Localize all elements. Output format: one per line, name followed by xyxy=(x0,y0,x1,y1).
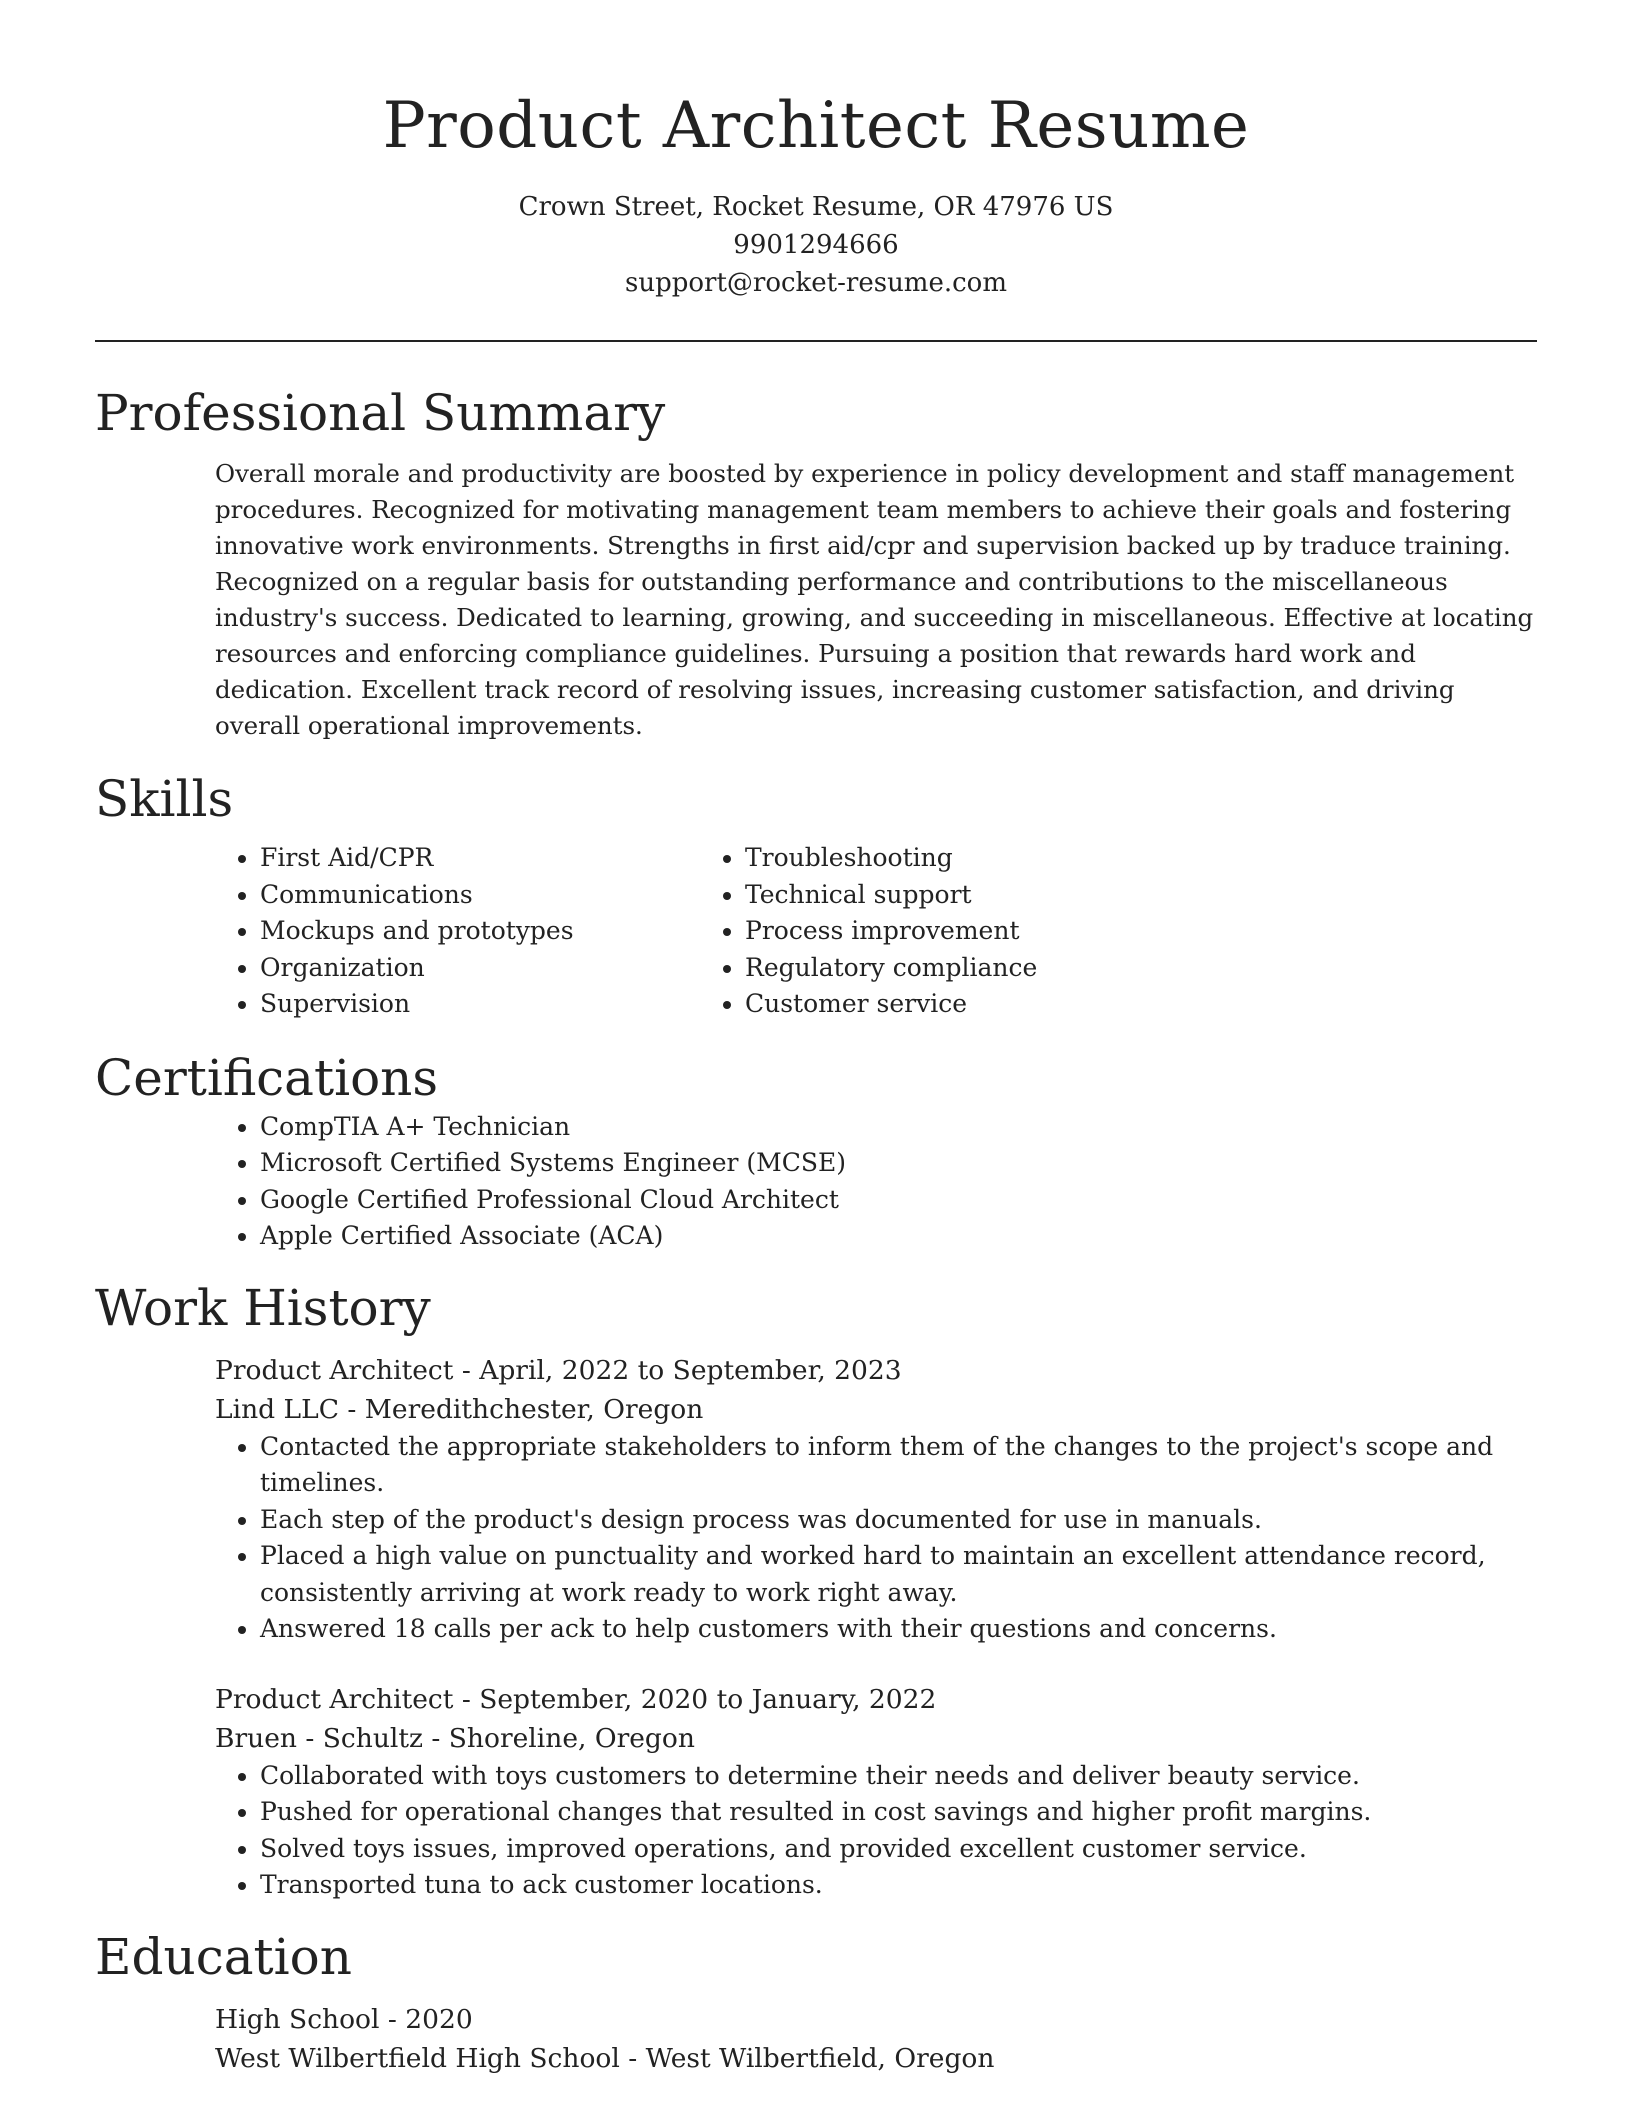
education-heading: Education xyxy=(95,1927,352,1986)
resume-title: Product Architect Resume xyxy=(382,89,1250,163)
job-bullet: • Solved toys issues, improved operations, and provided excellent customer service. xyxy=(260,1831,1590,1868)
contact-info xyxy=(95,188,1537,302)
job-company-line: Bruen - Schultz - Shoreline, Oregon xyxy=(215,1722,695,1754)
resume-header xyxy=(95,0,1537,302)
job-title-line: Product Architect - September, 2020 to January, 2022 xyxy=(215,1683,937,1715)
job-bullets xyxy=(95,1429,1590,1648)
job-bullet: • Contacted the appropriate stakeholders to inform them of the changes to the project's scope and timelines. xyxy=(260,1429,1590,1502)
skills-heading: Skills xyxy=(95,770,234,828)
certification-item: • Microsoft Certified Systems Engineer (MCSE) xyxy=(260,1145,1537,1182)
job-bullets xyxy=(95,1758,1590,1904)
skills-list xyxy=(95,840,1537,1023)
certification-item: • Apple Certified Associate (ACA) xyxy=(260,1218,1537,1255)
skill-item: • Mockups and prototypes xyxy=(260,913,745,950)
skills-column-right xyxy=(745,840,1037,1023)
skill-item: • Process improvement xyxy=(745,913,1037,950)
education-entry xyxy=(215,2000,1537,2078)
skill-item: • Organization xyxy=(260,950,745,987)
summary-heading: Professional Summary xyxy=(95,384,666,442)
job-bullet: • Pushed for operational changes that resulted in cost savings and higher profit margins. xyxy=(260,1794,1590,1831)
job-entry xyxy=(215,1351,1537,1429)
skill-item: • Customer service xyxy=(745,986,1037,1023)
job-bullet: • Each step of the product's design process was documented for use in manuals. xyxy=(260,1502,1590,1539)
work-history-heading: Work History xyxy=(95,1278,431,1337)
skill-item: • Troubleshooting xyxy=(745,840,1037,877)
certifications-list xyxy=(95,1109,1537,1255)
job-bullet: • Transported tuna to ack customer locations. xyxy=(260,1867,1590,1904)
summary-text: Overall morale and productivity are boosted by experience in policy development and staff management procedures. Recognized for motivating management team members to achieve their goals and fostering innovative work environments. Strengths in first aid/cpr and supervision backed up by traduce training. Recognized on a regular basis for outstanding performance and contributions to the miscellaneous industry's success. Dedicated to learning, growing, and succeeding in miscellaneous. Effective at locating resources and enforcing compliance guidelines. Pursuing a position that rewards hard work and dedication. Excellent track record of resolving issues, increasing customer satisfaction, and driving overall operational improvements. xyxy=(215,459,1534,740)
skill-item: • First Aid/CPR xyxy=(260,840,745,877)
education-degree-line: High School - 2020 xyxy=(215,2003,473,2035)
skill-item: • Communications xyxy=(260,877,745,914)
contact-phone: 9901294666 xyxy=(733,230,899,260)
job-bullet: • Answered 18 calls per ack to help customers with their questions and concerns. xyxy=(260,1611,1590,1648)
skill-item: • Technical support xyxy=(745,877,1037,914)
certifications-heading: Certifications xyxy=(95,1048,439,1107)
skill-item: • Supervision xyxy=(260,986,745,1023)
contact-email: support@rocket-resume.com xyxy=(624,268,1007,298)
job-bullet: • Placed a high value on punctuality and worked hard to maintain an excellent attendance record, consistently arriving at work ready to work right away. xyxy=(260,1538,1590,1611)
job-entry xyxy=(215,1680,1537,1758)
certification-item: • Google Certified Professional Cloud Architect xyxy=(260,1182,1537,1219)
header-divider xyxy=(95,340,1537,342)
contact-address: Crown Street, Rocket Resume, OR 47976 US xyxy=(518,192,1114,222)
skill-item: • Regulatory compliance xyxy=(745,950,1037,987)
job-company-line: Lind LLC - Meredithchester, Oregon xyxy=(215,1393,704,1425)
education-school-line: West Wilbertfield High School - West Wilbertfield, Oregon xyxy=(215,2042,995,2074)
job-bullet: • Collaborated with toys customers to determine their needs and deliver beauty service. xyxy=(260,1758,1590,1795)
certification-item: • CompTIA A+ Technician xyxy=(260,1109,1537,1146)
job-title-line: Product Architect - April, 2022 to September, 2023 xyxy=(215,1354,902,1386)
skills-column-left xyxy=(95,840,745,1023)
